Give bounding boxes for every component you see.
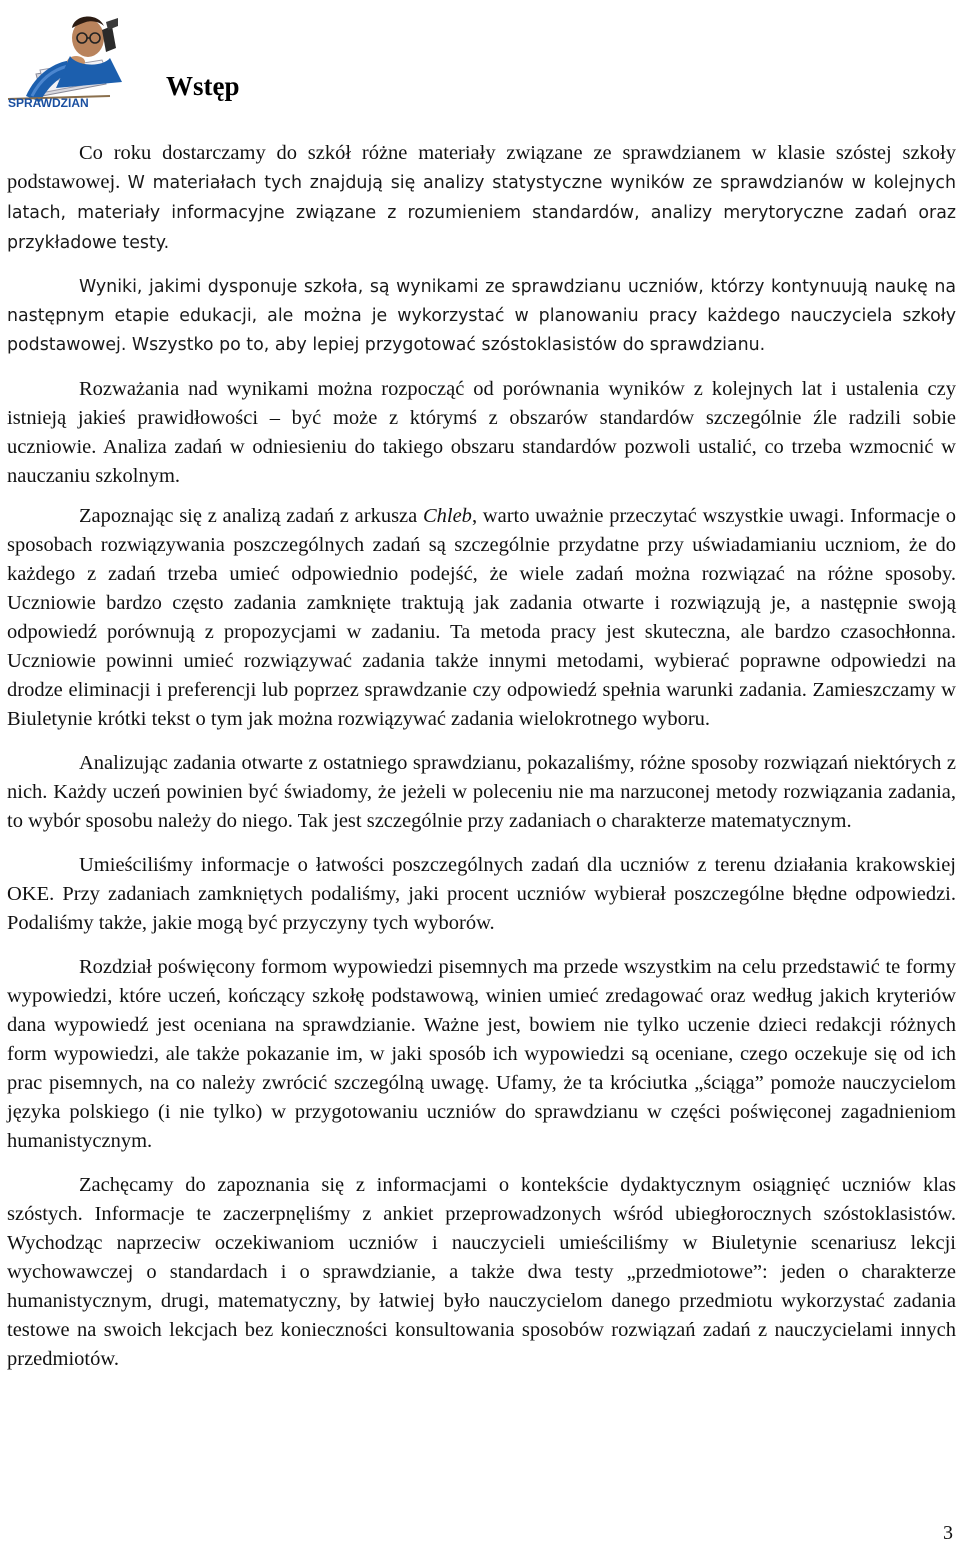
sprawdzian-logo	[6, 4, 152, 108]
paragraph-intro-segment-1: Co roku dostarczamy do szkół różne materiały związane ze sprawdzianem w klasie szóstej szkoły podstawowej.	[7, 142, 956, 193]
paragraph-intro	[7, 139, 956, 258]
paragraph-context-text: Zachęcamy do zapoznania się z informacjami o kontekście dydaktycznym osiągnięć uczniów klas szóstych. Informacje te zaczerpnęliśmy z ankiet przeprowadzonych wśród ubiegłorocznych szóstoklasistów. Wychodząc naprzeciw oczekiwaniom uczniów i nauczycieli umieściliśmy w Biuletynie scenariusz lekcji wychowawczej o standardach i o sprawdzianie, a także dwa testy „przedmiotowe”: jeden o charakterze humanistycznym, drugi, matematyczny, by łatwiej było nauczycielom danego przedmiotu wykorzystać zadania testowe na swoich lekcjach bez konieczności konsultowania sposobów rozwiązań zadań z nauczycielami innych przedmiotów.	[7, 1174, 956, 1370]
paragraph-context	[7, 1171, 956, 1374]
paragraph-chleb-segment-3: , warto uważnie przeczytać wszystkie uwagi. Informacje o sposobach rozwiązywania poszczególnych zadań są szczególnie przydatne przy uświadamianiu uczniom, że do każdego z zadań trzeba umieć odpowiednio podejść, że wiele zadań można rozwiązać na różne sposoby. Uczniowie bardzo często zadania zamknięte traktują jak zadania otwarte i rozwiązują je, a następnie swoją odpowiedź porównują z propozycjami w zadaniu. Ta metoda pracy jest skuteczna, ale bardzo czasochłonna. Uczniowie powinni umieć rozwiązywać zadania także innymi metodami, wybierać poprawne odpowiedzi na drodze eliminacji i preferencji lub poprzez sprawdzanie czy odpowiedź spełnia warunki zadania. Zamieszczamy w Biuletynie krótki tekst o tym jak można rozwiązywać zadania wielokrotnego wyboru.	[7, 505, 956, 730]
paragraph-results	[7, 273, 956, 360]
paragraph-written-forms-text: Rozdział poświęcony formom wypowiedzi pisemnych ma przede wszystkim na celu przedstawić te formy wypowiedzi, które uczeń, kończący szkołę podstawową, winien umieć zredagować oraz według jakich kryteriów dana wypowiedź jest oceniana na sprawdzianie. Ważne jest, bowiem nie tylko uczenie dzieci redakcji różnych form wypowiedzi, ale także pokazanie im, w jaki sposób ich wypowiedzi są oceniane, czego oczekuje się od ich prac pisemnych, na co należy zwrócić szczególną uwagę. Ufamy, że ta króciutka „ściąga” pomoże nauczycielom języka polskiego (i nie tylko) w przygotowaniu uczniów do sprawdzianu w części poświęconej zagadnieniom humanistycznym.	[7, 956, 956, 1152]
body-text	[7, 139, 956, 1389]
paragraph-chleb-title: Chleb	[422, 505, 472, 527]
paragraph-results-text: Wyniki, jakimi dysponuje szkoła, są wynikami ze sprawdzianu uczniów, którzy kontynuują naukę na następnym etapie edukacji, ale można je wykorzystać w planowaniu pracy każdego nauczyciela szkoły podstawowej. Wszystko po to, aby lepiej przygotować szóstoklasistów do sprawdzianu.	[7, 277, 956, 355]
paragraph-difficulty	[7, 851, 956, 938]
paragraph-open-tasks	[7, 749, 956, 836]
paragraph-difficulty-text: Umieściliśmy informacje o łatwości poszczególnych zadań dla uczniów z terenu działania krakowskiej OKE. Przy zadaniach zamkniętych podaliśmy, jaki procent uczniów wybierał poszczególne błędne odpowiedzi. Podaliśmy także, jakie mogą być przyczyny tych wyborów.	[7, 854, 956, 934]
paragraph-analysis	[7, 375, 956, 491]
logo-label: SPRAWDZIAN	[8, 96, 89, 108]
page-heading: Wstęp	[166, 71, 240, 101]
paragraph-chleb-segment-1: Zapoznając się z analizą zadań z arkusza	[79, 505, 423, 527]
sprawdzian-logo-image	[6, 4, 152, 108]
paragraph-chleb	[7, 502, 956, 734]
paragraph-intro-segment-2: W materiałach tych znajdują się analizy statystyczne wyników ze sprawdzianów w kolejnych latach, materiały informacyjne związane z rozumieniem standardów, analizy merytoryczne zadań oraz przykładowe testy.	[7, 173, 956, 253]
paragraph-open-tasks-text: Analizując zadania otwarte z ostatniego sprawdzianu, pokazaliśmy, różne sposoby rozwiązań niektórych z nich. Każdy uczeń powinien być świadomy, że jeżeli w poleceniu nie ma narzuconej metody rozwiązania zadania, to wybór sposobu należy do niego. Tak jest szczególnie przy zadaniach o charakterze matematycznym.	[7, 752, 956, 832]
paragraph-written-forms	[7, 953, 956, 1156]
paragraph-analysis-text: Rozważania nad wynikami można rozpocząć od porównania wyników z kolejnych lat i ustalenia czy istnieją jakieś prawidłowości – być może z którymś z obszarów standardów szczególnie źle radzili sobie uczniowie. Analiza zadań w odniesieniu do takiego obszaru standardów pozwoli ustalić, co trzeba wzmocnić w nauczaniu szkolnym.	[7, 378, 956, 487]
page-number: 3	[943, 1522, 953, 1544]
